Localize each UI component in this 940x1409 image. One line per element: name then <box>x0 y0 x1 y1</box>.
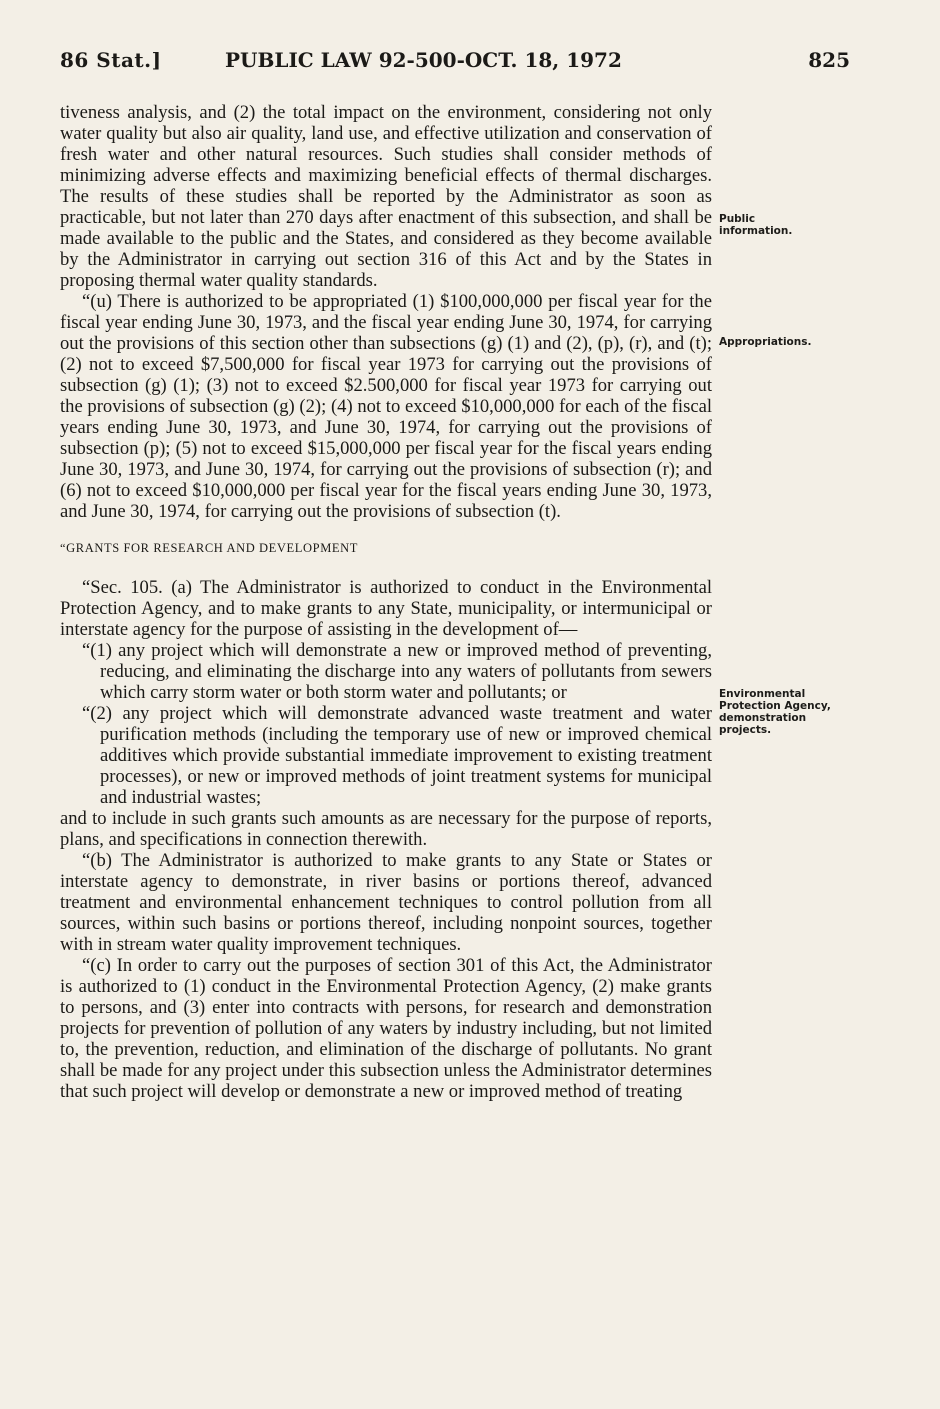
volume-reference: 86 Stat.] <box>60 48 162 72</box>
paragraph-sec-105-a: “Sec. 105. (a) The Administrator is authorized to conduct in the Environmental Protection Agency, and to make grants to any State, municipality, or intermunicipal or interstate agency for the purpose of assisting in the development of— <box>60 577 712 640</box>
paragraph-thermal-studies: tiveness analysis, and (2) the total impact on the environment, considering not only water quality but also air quality, land use, and effective utilization and conservation of fresh water and other natural resources. Such studies shall consider methods of minimizing adverse effects and maximizing beneficial effects of thermal discharges. The results of these studies shall be reported by the Administrator as soon as practicable, but not later than 270 days after enactment of this subsection, and shall be made available to the public and the States, and considered as they become available by the Administrator in carrying out section 316 of this Act and by the States in proposing thermal water quality standards. <box>60 102 712 291</box>
margin-note-public-information: Public information. <box>719 213 793 237</box>
paragraph-sec-105-c: “(c) In order to carry out the purposes of section 301 of this Act, the Administrator is authorized to (1) conduct in the Environmental Protection Agency, (2) make grants to persons, and (3) enter into contracts with persons, for research and demonstration projects for prevention of pollution of any waters by industry including, but not limited to, the prevention, reduction, and elimination of the discharge of pollutants. No grant shall be made for any project under this subsection unless the Administrator determines that such project will develop or demonstrate a new or improved method of treating <box>60 955 712 1102</box>
paragraph-grant-amounts: and to include in such grants such amounts as are necessary for the purpose of reports, plans, and specifications in connection therewith. <box>60 808 712 850</box>
clause-2: “(2) any project which will demonstrate advanced waste treatment and water purification methods (including the temporary use of new or improved chemical additives which provide substantial immediate improvement to existing treatment processes), or new or improved methods of joint treatment systems for municipal and industrial wastes; <box>82 703 712 808</box>
section-heading: “GRANTS FOR RESEARCH AND DEVELOPMENT <box>60 541 359 555</box>
margin-note-environmental-protection: Environmental Protection Agency, demonstration projects. <box>719 688 831 736</box>
page-number: 825 <box>808 48 850 72</box>
paragraph-sec-105-b: “(b) The Administrator is authorized to make grants to any State or States or interstate agency to demonstrate, in river basins or portions thereof, advanced treatment and environmental enhancement techniques to control pollution from all sources, within such basins or portions thereof, including nonpoint sources, together with in stream water quality improvement techniques. <box>60 850 712 955</box>
clause-1: “(1) any project which will demonstrate a new or improved method of preventing, reducing, and eliminating the discharge into any waters of pollutants from sewers which carry storm water or both storm water and pollutants; or <box>82 640 712 703</box>
paragraph-appropriations: “(u) There is authorized to be appropriated (1) $100,000,000 per fiscal year for the fiscal year ending June 30, 1973, and the fiscal year ending June 30, 1974, for carrying out the provisions of this section other than subsections (g) (1) and (2), (p), (r), and (t); (2) not to exceed $7,500,000 for fiscal year 1973 for carrying out the provisions of subsection (g) (1); (3) not to exceed $2.500,000 for fiscal year 1973 for carrying out the provisions of subsection (g) (2); (4) not to exceed $10,000,000 for each of the fiscal years ending June 30, 1973, and June 30, 1974, for carrying out the provisions of subsection (p); (5) not to exceed $15,000,000 per fiscal year for the fiscal years ending June 30, 1973, and June 30, 1974, for carrying out the provisions of subsection (r); and (6) not to exceed $10,000,000 per fiscal year for the fiscal years ending June 30, 1973, and June 30, 1974, for carrying out the provisions of subsection (t). <box>60 291 712 522</box>
page-title: PUBLIC LAW 92-500-OCT. 18, 1972 <box>225 48 622 72</box>
body-text <box>60 102 712 1102</box>
page-header <box>60 48 850 76</box>
margin-note-appropriations: Appropriations. <box>719 336 812 348</box>
